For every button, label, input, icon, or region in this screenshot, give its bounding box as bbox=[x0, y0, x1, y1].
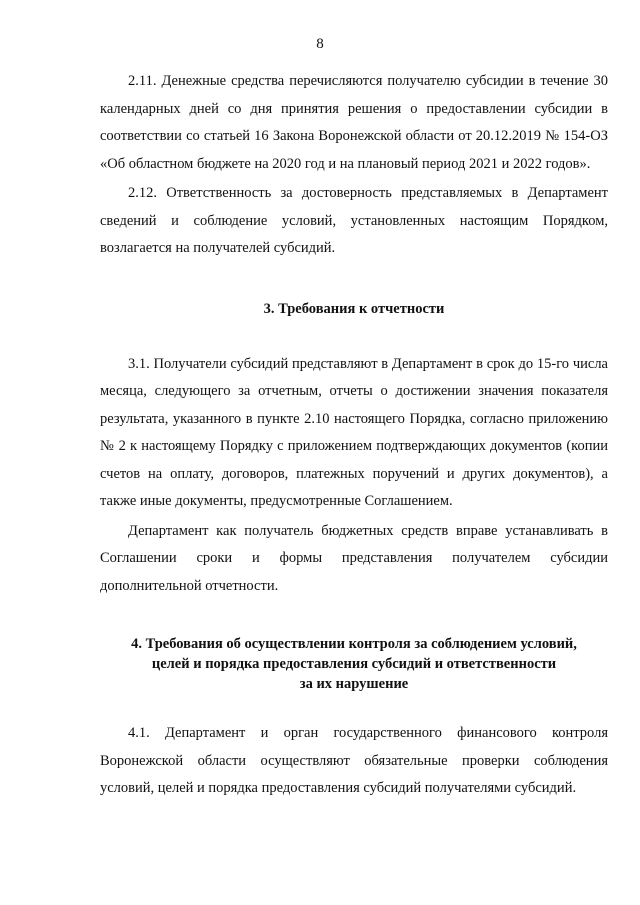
paragraph-4-1: 4.1. Департамент и орган государственного финансового контроля Воронежской области осуществляют обязательные проверки соблюдения условий, целей и порядка предоставления субсидий получателями субсидий. bbox=[100, 725, 608, 796]
section-4-heading bbox=[92, 634, 616, 694]
section-4-heading-line-3: за их нарушение bbox=[299, 676, 409, 692]
section-3-heading bbox=[100, 299, 608, 319]
paragraph-2-12: 2.12. Ответственность за достоверность представляемых в Департамент сведений и соблюдение условий, установленных настоящим Порядком, возлагается на получателей субсидий. bbox=[100, 185, 608, 256]
section-4-heading-line-2: целей и порядка предоставления субсидий и ответственности bbox=[151, 656, 557, 672]
paragraph-3-1: 3.1. Получатели субсидий представляют в Департамент в срок до 15-го числа месяца, следующего за отчетным, отчеты о достижении значения показателя результата, указанного в пункте 2.10 настоящего Порядка, согласно приложению № 2 к настоящему Порядку с приложением подтверждающих документов (копии счетов на оплату, договоров, платежных поручений и других документов), а также иные документы, предусмотренные Соглашением. bbox=[100, 355, 608, 509]
document-body bbox=[100, 68, 608, 803]
paragraph-3-2: Департамент как получатель бюджетных средств вправе устанавливать в Соглашении сроки и формы представления получателем субсидии дополнительной отчетности. bbox=[100, 522, 608, 594]
section-4-heading-line-1: 4. Требования об осуществлении контроля за соблюдением условий, bbox=[131, 636, 577, 652]
section-3-heading-line: 3. Требования к отчетности bbox=[263, 300, 445, 317]
page-number: 8 bbox=[316, 36, 324, 52]
paragraph-2-11: 2.11. Денежные средства перечисляются получателю субсидии в течение 30 календарных дней со дня принятия решения о предоставлении субсидии в соответствии со статьей 16 Закона Воронежской области от 20.12.2019 № 154-ОЗ «Об областном бюджете на 2020 год и на плановый период 2021 и 2022 годов». bbox=[100, 73, 608, 172]
